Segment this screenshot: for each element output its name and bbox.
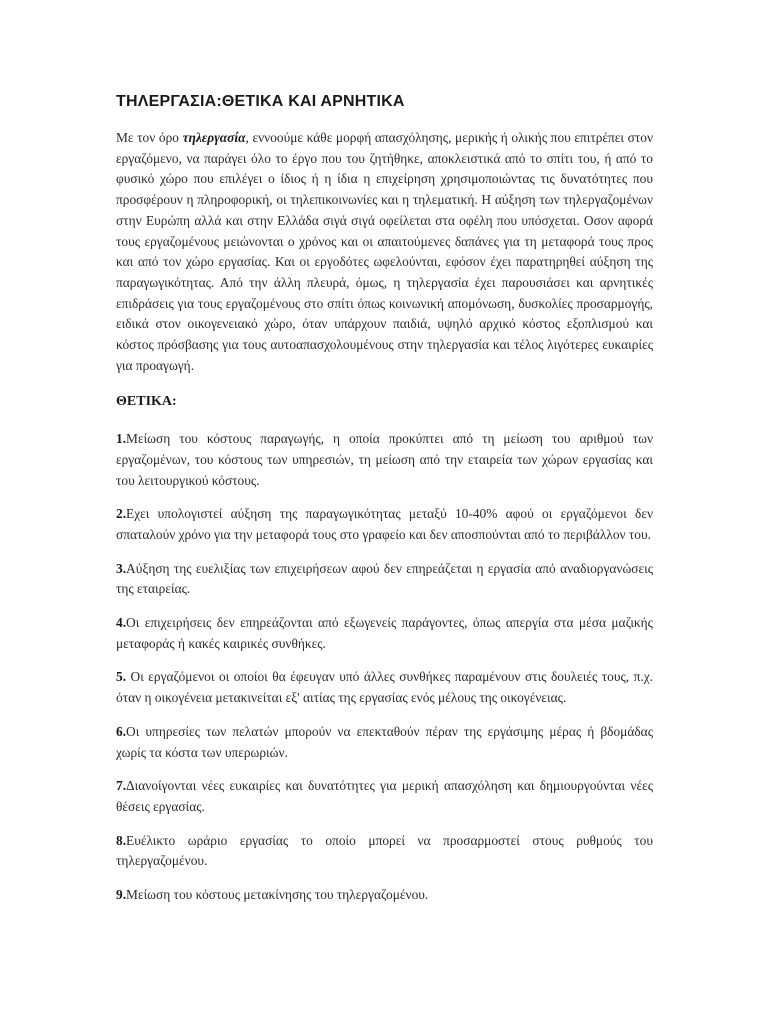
intro-term: τηλεργασία <box>182 130 246 145</box>
list-item-text: Μείωση του κόστους παραγωγής, η οποία προκύπτει από τη μείωση του αριθμού των εργαζομένων, του κόστους των υπηρεσιών, τη μείωση από την εταιρεία των χώρων εργασίας και του λειτουργικού κόστους. <box>116 431 653 488</box>
list-item-number: 1. <box>116 431 127 447</box>
list-item-number: 2. <box>116 506 127 522</box>
list-item-text: Οι εργαζόμενοι οι οποίοι θα έφευγαν υπό άλλες συνθήκες παραμένουν στις δουλειές τους, π.χ. όταν η οικογένεια μετακινείται εξ' αιτίας της εργασίας ενός μέλους της οικογένειας. <box>116 669 653 706</box>
list-item-text: Εχει υπολογιστεί αύξηση της παραγωγικότητας μεταξύ 10-40% αφού οι εργαζόμενοι δεν σπαταλούν χρόνο για την μεταφορά τους στο γραφείο και δεν αποσπούνται από το περιβάλλον του. <box>116 506 653 542</box>
positives-heading: ΘΕΤΙΚΑ: <box>116 394 177 410</box>
list-item <box>116 667 653 708</box>
list-item <box>116 429 653 491</box>
list-item-number: 8. <box>116 832 127 848</box>
list-item-number: 7. <box>116 778 127 794</box>
list-item-text: Ευέλικτο ωράριο εργασίας το οποίο μπορεί να προσαρμοστεί στους ρυθμούς του τηλεργαζομένου. <box>116 832 653 869</box>
list-item <box>116 885 653 906</box>
intro-paragraph <box>116 128 653 376</box>
list-item-text: Οι επιχειρήσεις δεν επηρεάζονται από εξωγενείς παράγοντες, όπως απεργία στα μέσα μαζικής μεταφοράς ή κακές καιρικές συνθήκες. <box>116 615 653 651</box>
document-page <box>116 93 653 919</box>
list-item-number: 6. <box>116 723 127 739</box>
list-item-text: Οι υπηρεσίες των πελατών μπορούν να επεκταθούν πέραν της εργάσιμης μέρας ή βδομάδας χωρίς τα κόστα των υπερωριών. <box>116 723 653 760</box>
list-item-number: 4. <box>116 615 127 631</box>
document-title: ΤΗΛΕΡΓΑΣΙΑ:ΘΕΤΙΚΑ ΚΑΙ ΑΡΝΗΤΙΚΑ <box>116 93 405 110</box>
list-item-number: 9. <box>116 887 127 903</box>
intro-text-start: Με τον όρο <box>116 130 183 145</box>
list-item <box>116 776 653 817</box>
list-item-text: Αύξηση της ευελιξίας των επιχειρήσεων αφού δεν επηρεάζεται η εργασία από αναδιοργανώσεις της εταιρείας. <box>116 560 653 597</box>
list-item <box>116 613 653 654</box>
list-item <box>116 504 653 545</box>
list-item-text: Διανοίγονται νέες ευκαιρίες και δυνατότητες για μερική απασχόληση και δημιουργούνται νέες θέσεις εργασίας. <box>116 778 653 814</box>
list-item <box>116 722 653 763</box>
list-item-number: 3. <box>116 560 127 576</box>
list-item <box>116 559 653 600</box>
list-item <box>116 831 653 872</box>
intro-text-rest: , εννοούμε κάθε μορφή απασχόλησης, μερικής ή ολικής που επιτρέπει στον εργαζόμενο, να παράγει όλο το έργο που του ζητήθηκε, αποκλειστικά από το σπίτι του, ή από το φυσικό χώρο που επιλέγει ο ίδιος ή η ίδια η επιχείρηση χρησιμοποιώντας τις δυνατότητες που προσφέρουν η πληροφορική, οι τηλεπικοινωνίες και η τηλεματική. Η αύξηση των τηλεργαζομένων στην Ευρώπη αλλά και στην Ελλάδα σιγά σιγά οφείλεται στα οφέλη που υπόσχεται. Οσον αφορά τους εργαζομένους μειώνονται ο χρόνος και οι απαιτούμενες δαπάνες για τη μεταφορά τους προς και από τον χώρο εργασίας. Και οι εργοδότες ωφελούνται, εφόσον έχει παρατηρηθεί αύξηση της παραγωγικότητας. Από την άλλη πλευρά, όμως, η τηλεργασία έχει παρουσιάσει και αρνητικές επιδράσεις για τους εργαζομένους στο σπίτι όπως κοινωνική απομόνωση, δυσκολίες προσαρμογής, ειδικά στον οικογενειακό χώρο, όταν υπάρχουν παιδιά, υψηλό αρχικό κόστος εξοπλισμού και κόστος πρόσβασης για τους αυτοαπασχολουμένους στην τηλεργασία και τέλος λιγότερες ευκαιρίες για προαγωγή. <box>116 130 653 373</box>
list-item-number: 5. <box>116 669 127 685</box>
list-item-text: Μείωση του κόστους μετακίνησης του τηλεργαζομένου. <box>126 887 429 903</box>
